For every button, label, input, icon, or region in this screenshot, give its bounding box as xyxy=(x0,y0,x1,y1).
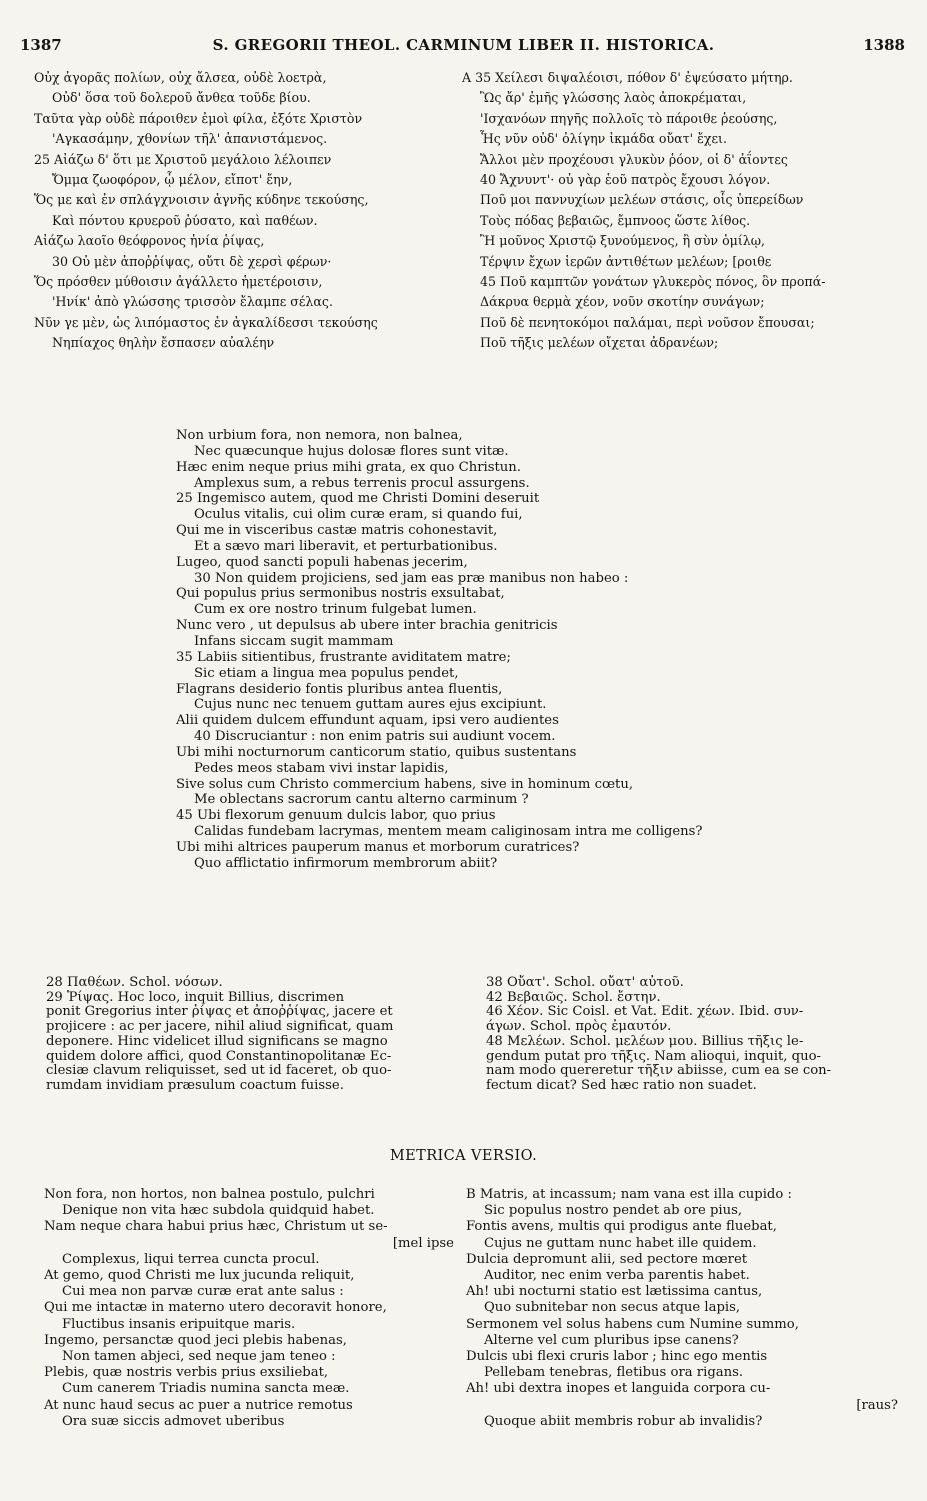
verse-line: Auditor, nec enim verba parentis habet. xyxy=(484,1268,750,1284)
note-line: 28 Παθέων. Schol. νόσων. xyxy=(46,975,223,990)
page-number-left: 1387 xyxy=(20,36,62,54)
latin-line: Cujus nunc nec tenuem guttam aures ejus excipiunt. xyxy=(194,697,547,713)
latin-line: Qui me in visceribus castæ matris cohonestavit, xyxy=(176,523,498,539)
verse-line: Quoque abiit membris robur ab invalidis? xyxy=(484,1413,763,1429)
greek-line: Ταῦτα γὰρ οὐδὲ πάροιθεν ἐμοὶ φίλα, ἐξότε Χριστὸν xyxy=(34,110,363,126)
verse-line: Cui mea non parvæ curæ erat ante salus : xyxy=(62,1284,344,1300)
greek-line: Ἢ μοῦνος Χριστῷ ξυνούμενος, ἢ σὺν ὁμίλῳ, xyxy=(480,233,766,249)
latin-line: Me oblectans sacrorum cantu alterno carminum ? xyxy=(194,792,529,808)
note-line: fectum dicat? Sed hæc ratio non suadet. xyxy=(486,1077,757,1093)
latin-translation xyxy=(176,428,856,872)
note-line: άγων. Schol. πρὸς ἐμαυτόν. xyxy=(486,1019,672,1035)
greek-line: Ὅς με καὶ ἐν σπλάγχνοισιν ἁγνῆς κύδηνε τεκούσης, xyxy=(34,192,369,208)
note-line: clesiæ clavum reliquisset, sed ut id faceret, ob quo- xyxy=(46,1063,392,1079)
latin-line: Cum ex ore nostro trinum fulgebat lumen. xyxy=(194,602,477,618)
verse-line: At gemo, quod Christi me lux jucunda reliquit, xyxy=(44,1268,355,1284)
verse-line: Non fora, non hortos, non balnea postulo, pulchri xyxy=(44,1187,375,1202)
verse-line: Dulcis ubi flexi cruris labor ; hinc ego mentis xyxy=(466,1349,768,1365)
note-line: projicere : ac per jacere, nihil aliud significat, quam xyxy=(46,1019,394,1035)
greek-line: Νῦν γε μὲν, ὡς λιπόμαστος ἐν ἀγκαλίδεσσι τεκούσης xyxy=(34,314,378,330)
verse-line: [raus? xyxy=(856,1397,898,1413)
greek-line: 'Ηνίκ' ἀπὸ γλώσσης τρισσὸν ἔλαμπε σέλας. xyxy=(52,294,333,310)
verse-line: Sermonem vel solus habens cum Numine summo, xyxy=(466,1316,799,1332)
latin-line: Non urbium fora, non nemora, non balnea, xyxy=(176,428,463,443)
greek-line: Νηπίαχος θηλὴν ἔσπασεν αὐαλέην xyxy=(52,335,275,351)
note-line: ponit Gregorius inter ῥίψας et ἀποῤῥίψας, jacere et xyxy=(46,1004,393,1020)
verse-line: Cum canerem Triadis numina sancta meæ. xyxy=(62,1381,350,1397)
verse-line: Fontis avens, multis qui prodigus ante fluebat, xyxy=(466,1219,777,1235)
note-line: nam modo quereretur τῆξιν abiisse, cum ea se con- xyxy=(486,1063,832,1079)
note-line: rumdam invidiam præsulum coactum fuisse. xyxy=(46,1077,344,1093)
greek-line: 'Ισχανόων πηγῆς πολλοῖς τὸ πάροιθε ῥεούσης, xyxy=(480,110,778,126)
note-line: 29 Ῥίψας. Hoc loco, inquit Billius, discrimen xyxy=(46,989,345,1005)
latin-line: 25 Ingemisco autem, quod me Christi Domini deseruit xyxy=(176,491,540,507)
verse-line: At nunc haud secus ac puer a nutrice remotus xyxy=(44,1397,353,1413)
latin-line: 45 Ubi flexorum genuum dulcis labor, quo prius xyxy=(176,808,496,824)
notes-right-column xyxy=(486,976,906,1094)
verse-line: Dulcia depromunt alii, sed pectore mœret xyxy=(466,1251,748,1267)
verse-line: [mel ipse xyxy=(392,1235,454,1251)
verse-line: Denique non vita hæc subdola quidquid habet. xyxy=(62,1203,375,1219)
latin-line: Oculus vitalis, cui olim curæ eram, si quando fui, xyxy=(194,507,523,523)
notes-left-column xyxy=(46,976,464,1094)
greek-text-left-column xyxy=(34,68,462,354)
latin-line: Pedes meos stabam vivi instar lapidis, xyxy=(194,760,449,776)
verse-line: B Matris, at incassum; nam vana est illa cupido : xyxy=(466,1187,792,1202)
verse-line: Plebis, quæ nostris verbis prius exsiliebat, xyxy=(44,1365,329,1381)
greek-line: Ποῦ δὲ πενητοκόμοι παλάμαι, περὶ νοῦσον ἔπουσαι; xyxy=(480,314,815,330)
verse-line: Ingemo, persanctæ quod jeci plebis habenas, xyxy=(44,1332,347,1348)
greek-line: Τοὺς πόδας βεβαιῶς, ἔμπνοος ὥστε λίθος. xyxy=(480,212,751,228)
note-line: 42 Βεβαιῶς. Schol. ἔστην. xyxy=(486,989,661,1005)
latin-line: Hæc enim neque prius mihi grata, ex quo Christun. xyxy=(176,459,521,475)
greek-line: A 35 Χείλεσι διψαλέοισι, πόθον δ' ἐψεύσατο μήτηρ. xyxy=(462,70,793,85)
latin-line: Sic etiam a lingua mea populus pendet, xyxy=(194,665,459,681)
note-line: deponere. Hinc videlicet illud significans se magno xyxy=(46,1033,388,1049)
greek-line: Ὄμμα ζωοφόρον, ᾧ μέλον, εἴποτ' ἔην, xyxy=(52,172,293,188)
greek-line: 40 Ἄχνυντ'· οὐ γὰρ ἑοῦ πατρὸς ἔχουσι λόγον. xyxy=(480,172,771,188)
latin-line: Amplexus sum, a rebus terrenis procul assurgens. xyxy=(194,475,530,491)
verse-line: Ora suæ siccis admovet uberibus xyxy=(62,1413,285,1429)
greek-line: 'Αγκασάμην, χθονίων τῆλ' ἀπανιστάμενος. xyxy=(52,131,328,147)
latin-line: Nunc vero , ut depulsus ab ubere inter brachia genitricis xyxy=(176,618,558,634)
verse-line: Non tamen abjeci, sed neque jam teneo : xyxy=(62,1349,336,1365)
latin-line: Infans siccam sugit mammam xyxy=(194,633,394,649)
latin-line: Qui populus prius sermonibus nostris exsultabat, xyxy=(176,586,505,602)
greek-line: Ἄλλοι μὲν προχέουσι γλυκὺν ῥόον, οἱ δ' ἀΐοντες xyxy=(480,151,788,167)
latin-line: Sive solus cum Christo commercium habens, sive in hominum cœtu, xyxy=(176,776,634,792)
greek-line: Οὐδ' ὅσα τοῦ δολεροῦ ἄνθεα τοῦδε βίου. xyxy=(52,90,311,106)
verse-line: Quo subnitebar non secus atque lapis, xyxy=(484,1300,741,1316)
latin-line: Et a sævo mari liberavit, et perturbationibus. xyxy=(194,538,498,554)
running-title: S. GREGORII THEOL. CARMINUM LIBER II. HISTORICA. xyxy=(212,36,715,54)
metrica-right-column xyxy=(466,1187,898,1430)
greek-text-right-column xyxy=(462,68,902,354)
verse-line: Qui me intactæ in materno utero decoravit honore, xyxy=(44,1300,387,1316)
note-line: quidem dolore affici, quod Constantinopolitanæ Ec- xyxy=(46,1048,392,1064)
greek-line: Καὶ πόντου κρυεροῦ ῥύσατο, καὶ παθέων. xyxy=(52,212,318,228)
greek-line: Αἰάζω λαοῖο θεόφρονος ἡνία ῥίψας, xyxy=(34,233,265,249)
greek-line: Ἧς νῦν οὐδ' ὀλίγην ἰκμάδα οὔατ' ἔχει. xyxy=(480,131,727,147)
latin-line: 30 Non quidem projiciens, sed jam eas præ manibus non habeo : xyxy=(194,570,629,586)
verse-line: Ah! ubi dextra inopes et languida corpora cu- xyxy=(466,1381,771,1397)
greek-line: Δάκρυα θερμὰ χέον, νοῦν σκοτίην συνάγων; xyxy=(480,294,765,310)
greek-line: Ποῦ μοι παννυχίων μελέων στάσις, οἷς ὑπερείδων xyxy=(480,192,804,208)
latin-line: Calidas fundebam lacrymas, mentem meam caliginosam intra me colligens? xyxy=(194,824,703,840)
verse-line: Ah! ubi nocturni statio est lætissima cantus, xyxy=(466,1284,763,1300)
latin-line: Nec quæcunque hujus dolosæ flores sunt vitæ. xyxy=(194,443,509,459)
note-line: 46 Χέον. Sic Coisl. et Vat. Edit. χέων. Ibid. συν- xyxy=(486,1004,804,1020)
verse-line: Cujus ne guttam nunc habet ille quidem. xyxy=(484,1235,757,1251)
page-number-right: 1388 xyxy=(863,36,905,54)
latin-line: Flagrans desiderio fontis pluribus antea fluentis, xyxy=(176,681,503,697)
note-line: gendum putat pro τῆξις. Nam alioqui, inquit, quo- xyxy=(486,1048,821,1064)
latin-line: Alii quidem dulcem effundunt aquam, ipsi vero audientes xyxy=(176,713,559,729)
latin-line: Ubi mihi nocturnorum canticorum statio, quibus sustentans xyxy=(176,744,577,760)
greek-line: 30 Οὐ μὲν ἀποῤῥίψας, οὔτι δὲ χερσὶ φέρων· xyxy=(52,253,332,269)
verse-line: Nam neque chara habui prius hæc, Christum ut se- xyxy=(44,1219,388,1235)
verse-line: Fluctibus insanis eripuitque maris. xyxy=(62,1316,296,1332)
verse-line: Pellebam tenebras, fletibus ora rigans. xyxy=(484,1365,744,1381)
section-heading: METRICA VERSIO. xyxy=(389,1148,538,1164)
latin-line: Lugeo, quod sancti populi habenas jecerim, xyxy=(176,554,468,570)
verse-line: Sic populus nostro pendet ab ore pius, xyxy=(484,1203,743,1219)
metrica-left-column xyxy=(44,1187,464,1430)
latin-line: Ubi mihi altrices pauperum manus et morborum curatrices? xyxy=(176,839,580,855)
greek-line: Οὐχ ἀγορᾶς πολίων, οὐχ ἄλσεα, οὐδὲ λοετρὰ, xyxy=(34,70,327,85)
latin-line: 35 Labiis sitientibus, frustrante aviditatem matre; xyxy=(176,649,511,665)
verse-line: Alterne vel cum pluribus ipse canens? xyxy=(484,1332,739,1348)
greek-line: 25 Αἰάζω δ' ὅτι με Χριστοῦ μεγάλοιο λέλοιπεν xyxy=(34,151,332,167)
note-line: 48 Μελέων. Schol. μελέων μου. Billius τῆξις le- xyxy=(486,1033,804,1049)
latin-line: Quo afflictatio infirmorum membrorum abiit? xyxy=(194,855,498,871)
greek-line: Ὅς πρόσθεν μύθοισιν ἀγάλλετο ἡμετέροισιν, xyxy=(34,274,323,290)
greek-line: Ὣς ἄρ' ἐμῆς γλώσσης λαὸς ἀποκρέμαται, xyxy=(480,90,747,106)
verse-line: Complexus, liqui terrea cuncta procul. xyxy=(62,1251,320,1267)
greek-line: 45 Ποῦ καμπτῶν γονάτων γλυκερὸς πόνος, ὃν προπά- xyxy=(480,274,826,290)
note-line: 38 Οὔατ'. Schol. οὔατ' αὐτοῦ. xyxy=(486,975,684,990)
latin-line: 40 Discruciantur : non enim patris sui audiunt vocem. xyxy=(194,729,556,745)
greek-line: Τέρψιν ἔχων ἱερῶν ἀντιθέτων μελέων; [ροιθε xyxy=(480,253,772,269)
greek-line: Ποῦ τῆξις μελέων οἴχεται ἀδρανέων; xyxy=(480,335,719,351)
